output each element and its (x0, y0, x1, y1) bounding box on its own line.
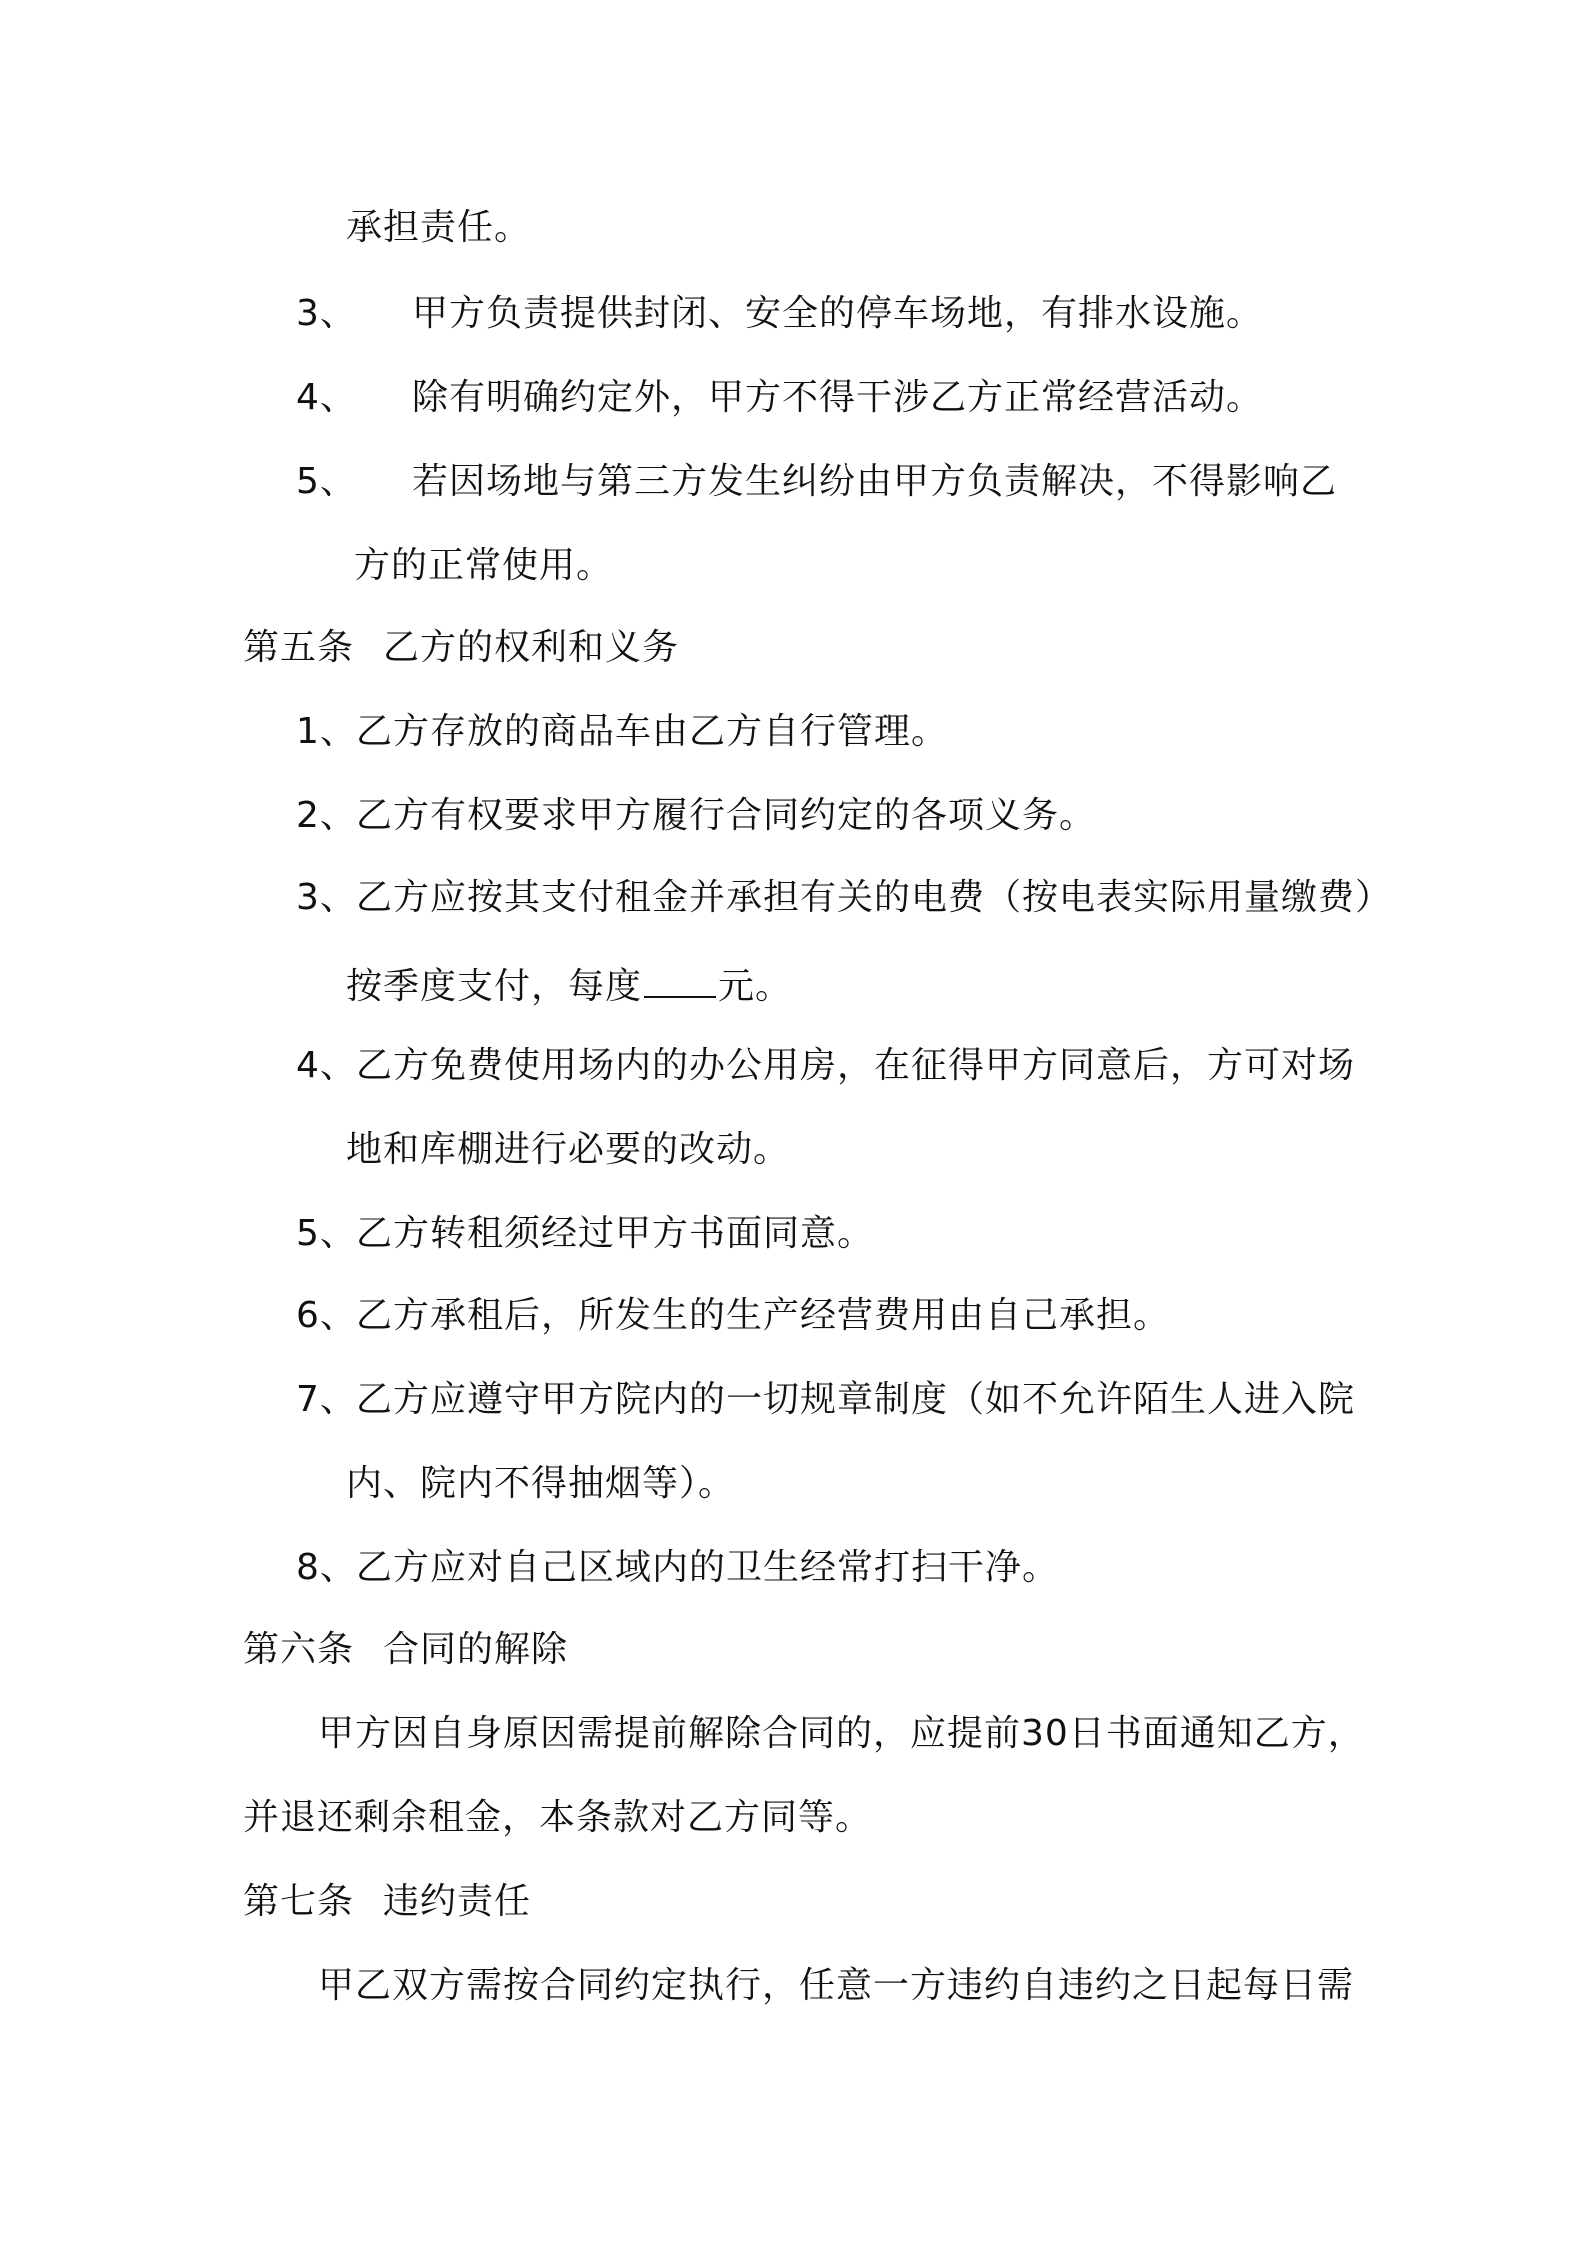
article5-item-4-text: 乙方免费使用场内的办公用房，在征得甲方同意后，方可对场 (356, 1045, 1356, 1086)
article5-item-4-number: 4、 (296, 1045, 357, 1086)
prev-item-4 (296, 376, 1263, 420)
article5-item-3-cont-before: 按季度支付，每度 (346, 966, 643, 1007)
article5-item-8-text: 乙方应对自己区域内的卫生经常打扫干净。 (356, 1547, 1060, 1588)
article5-item-6 (296, 1294, 1170, 1338)
article6-paragraph-line1: 甲方因自身原因需提前解除合同的，应提前30日书面通知乙方， (318, 1713, 1365, 1754)
article5-item-1-text: 乙方存放的商品车由乙方自行管理。 (356, 711, 949, 752)
article6-number: 第六条 (243, 1629, 355, 1670)
prev-item-3-text: 甲方负责提供封闭、安全的停车场地，有排水设施。 (412, 293, 1264, 334)
prev-item-5-text: 若因场地与第三方发生纠纷由甲方负责解决，不得影响乙 (412, 461, 1338, 502)
article5-item-3-text: 乙方应按其支付租金并承担有关的电费（按电表实际用量缴费） (356, 877, 1393, 918)
article5-item-2-text: 乙方有权要求甲方履行合同约定的各项义务。 (356, 795, 1097, 836)
prev-continuation: 承担责任。 (346, 207, 532, 248)
prev-item-5-continuation: 方的正常使用。 (354, 545, 614, 586)
article5-item-8-number: 8、 (296, 1547, 357, 1588)
fee-blank-field (644, 960, 716, 998)
article6-heading (243, 1628, 568, 1672)
article5-item-4 (296, 1044, 1355, 1088)
article5-heading (243, 626, 679, 670)
article5-item-3-continuation (346, 960, 792, 1009)
article5-number: 第五条 (243, 627, 355, 668)
article5-item-5 (296, 1212, 874, 1256)
article5-item-6-number: 6、 (296, 1295, 357, 1336)
article5-item-7 (296, 1378, 1355, 1422)
article7-title: 违约责任 (383, 1881, 532, 1922)
prev-item-5-number: 5、 (296, 461, 357, 502)
article5-item-7-number: 7、 (296, 1379, 357, 1420)
prev-item-3-number: 3、 (296, 293, 357, 334)
article5-item-7-text: 乙方应遵守甲方院内的一切规章制度（如不允许陌生人进入院 (356, 1379, 1356, 1420)
article5-item-7-continuation: 内、院内不得抽烟等）。 (346, 1463, 736, 1504)
article5-item-6-text: 乙方承租后，所发生的生产经营费用由自己承担。 (356, 1295, 1171, 1336)
article5-item-2-number: 2、 (296, 795, 357, 836)
article5-item-3 (296, 876, 1392, 920)
article5-item-4-continuation: 地和库棚进行必要的改动。 (346, 1129, 791, 1170)
article5-item-1 (296, 710, 948, 754)
prev-item-4-text: 除有明确约定外，甲方不得干涉乙方正常经营活动。 (412, 377, 1264, 418)
prev-item-5 (296, 460, 1337, 504)
article5-item-5-number: 5、 (296, 1213, 357, 1254)
article5-item-5-text: 乙方转租须经过甲方书面同意。 (356, 1213, 875, 1254)
article5-item-3-number: 3、 (296, 877, 357, 918)
article5-item-8 (296, 1546, 1059, 1590)
article6-title: 合同的解除 (383, 1629, 569, 1670)
prev-item-3 (296, 292, 1263, 336)
article5-item-1-number: 1、 (296, 711, 357, 752)
article6-paragraph-line2: 并退还剩余租金，本条款对乙方同等。 (243, 1797, 873, 1838)
article7-heading (243, 1880, 531, 1924)
article5-item-2 (296, 794, 1096, 838)
article7-paragraph-line1: 甲乙双方需按合同约定执行，任意一方违约自违约之日起每日需 (318, 1965, 1355, 2006)
article5-title: 乙方的权利和义务 (383, 627, 680, 668)
article5-item-3-cont-after: 元。 (718, 966, 793, 1007)
prev-item-4-number: 4、 (296, 377, 357, 418)
article7-number: 第七条 (243, 1881, 355, 1922)
